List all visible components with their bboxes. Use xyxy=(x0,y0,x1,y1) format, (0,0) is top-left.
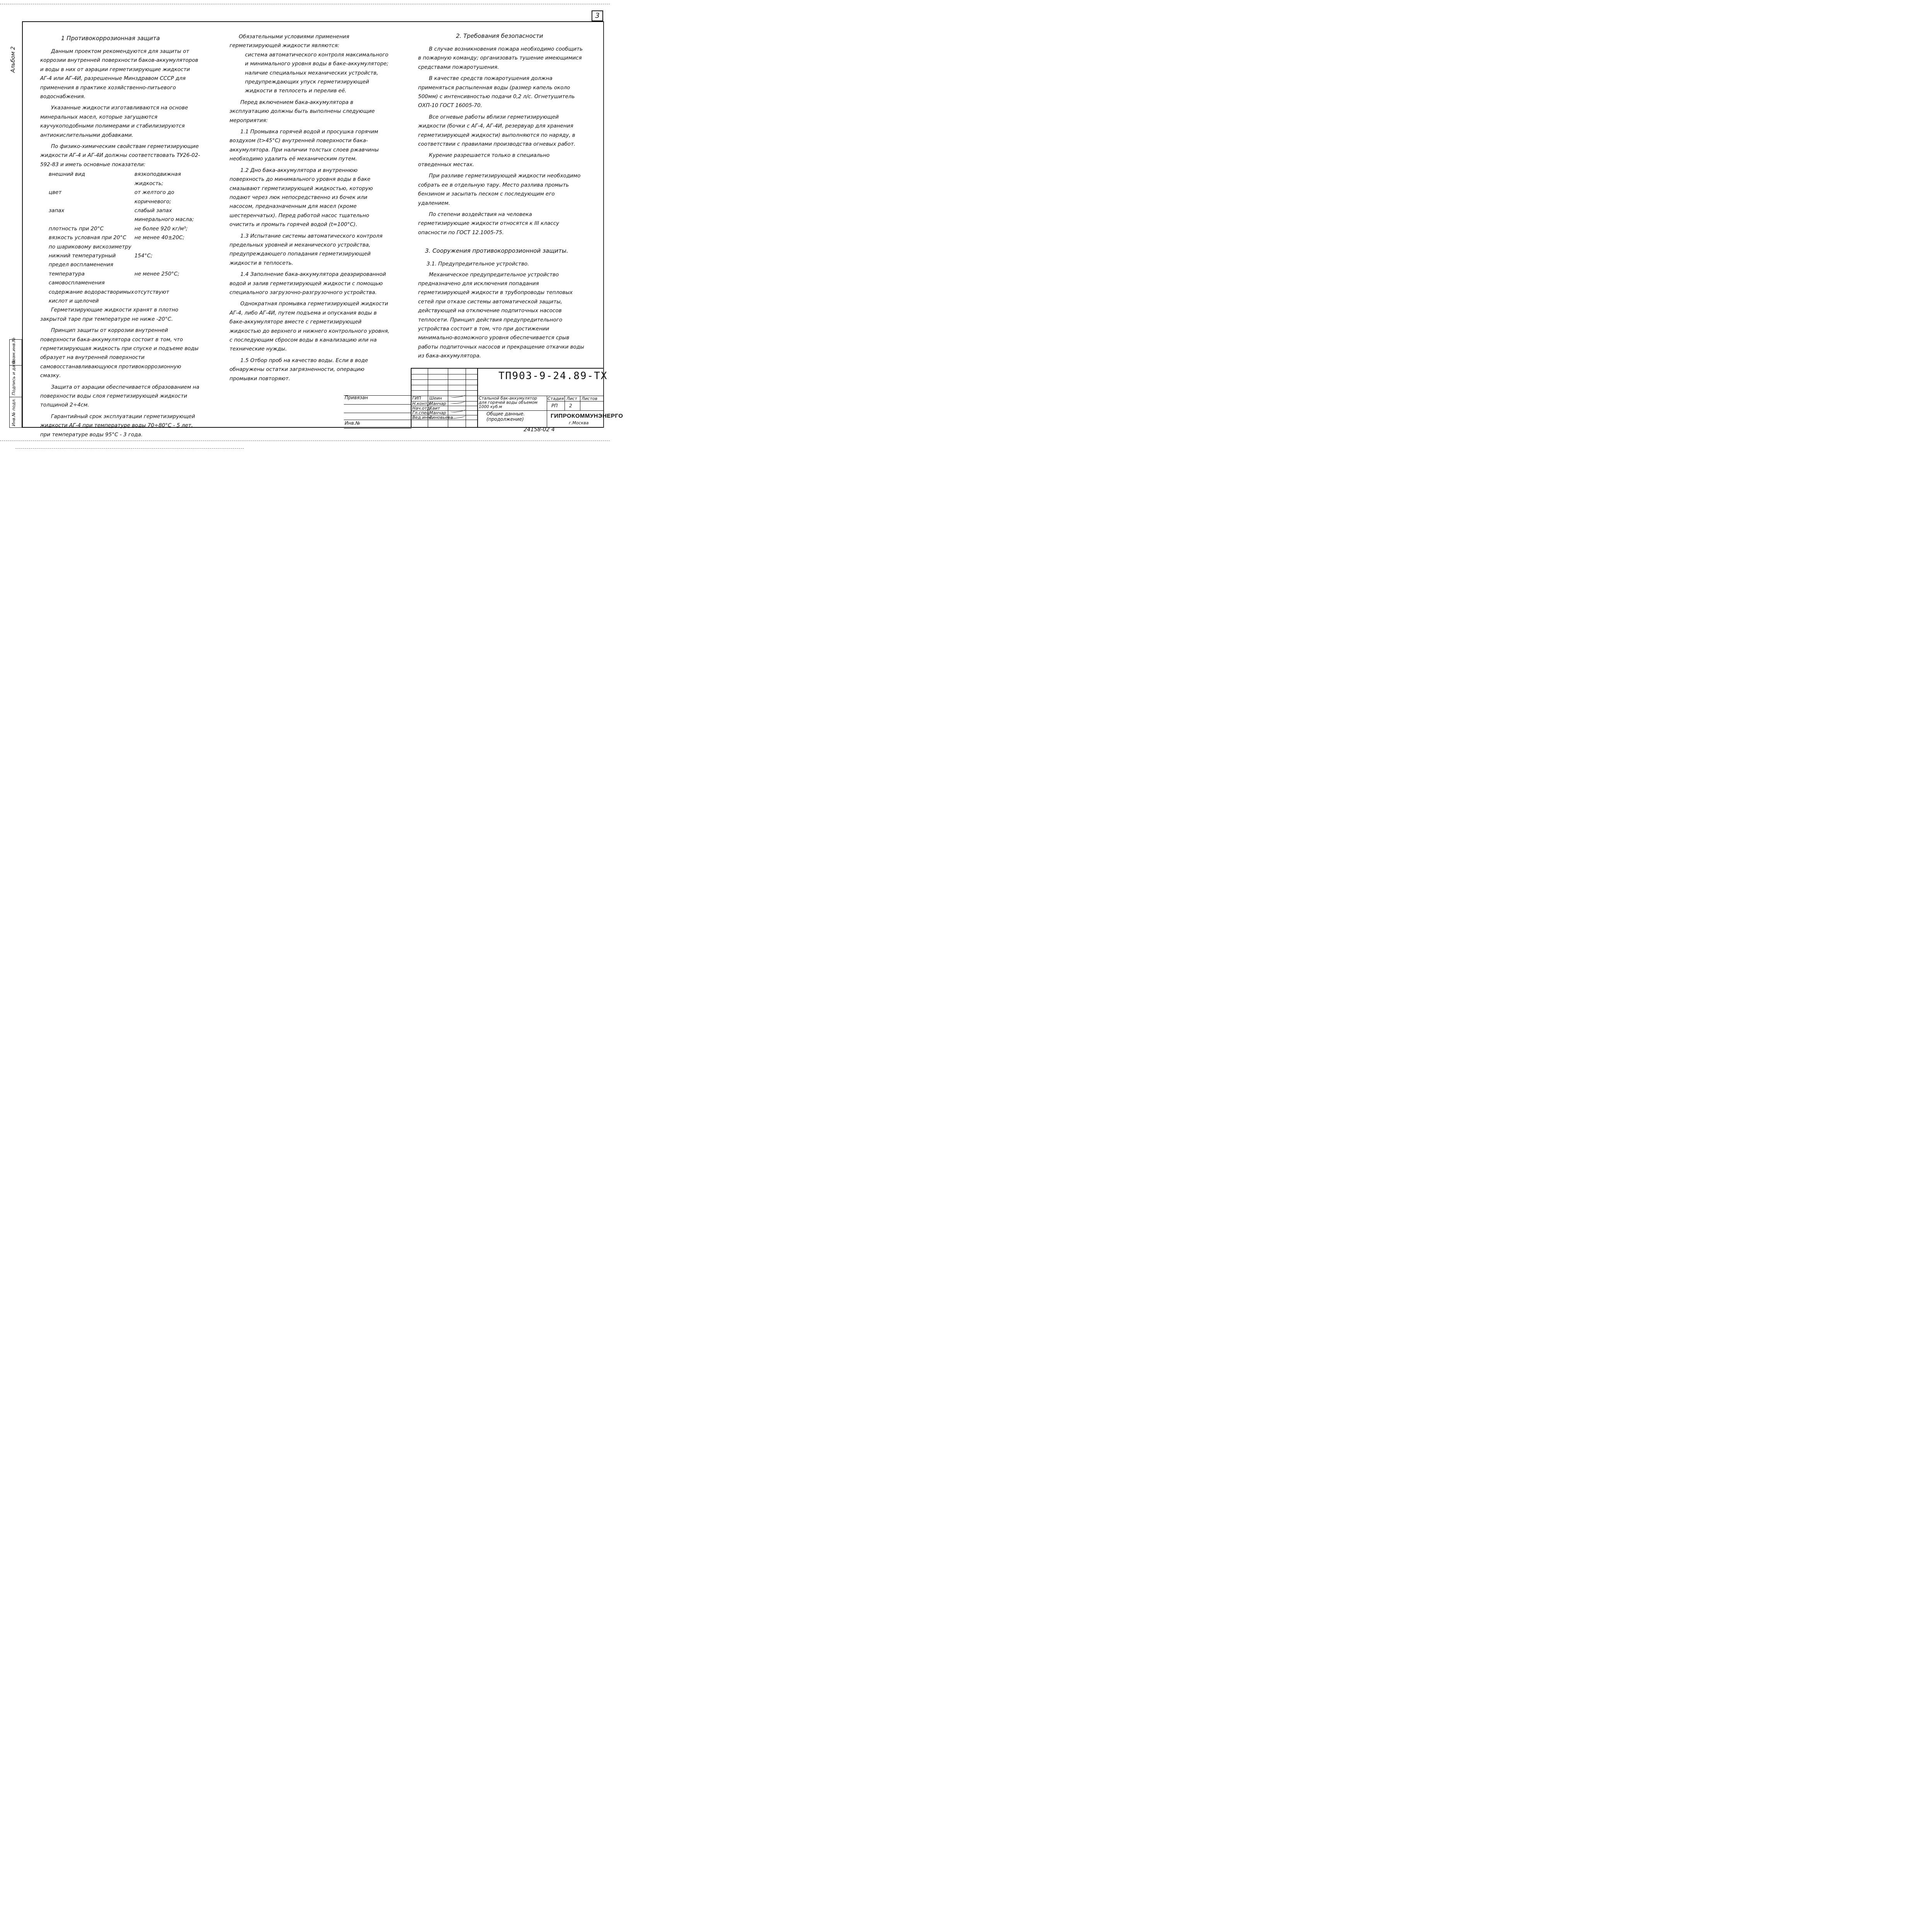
margin-inv-original: Инв.№ подл. xyxy=(11,398,16,426)
properties-table xyxy=(40,170,202,306)
name-normcontrol: Манчар xyxy=(429,401,446,406)
scan-edge-bottom-2 xyxy=(15,448,244,449)
sheet-value: 2 xyxy=(569,403,572,408)
binding-row-line xyxy=(344,428,412,429)
grid-line xyxy=(412,390,477,391)
signature-mark xyxy=(450,391,466,398)
sheet-number: 3 xyxy=(592,10,603,21)
paragraph: Герметизирующие жидкости хранят в плотно закрытой таре при температуре не ниже -20°С. xyxy=(40,307,179,322)
property-name: плотность при 20°С xyxy=(49,225,104,232)
paragraph: Данным проектом рекомендуются для защиты от коррозии внутренней поверхности баков-аккумуляторов и воды в них от аэрации герметизирующие жидкости АГ-4 или АГ-4И, разрешенные Минздравом СССР для применения в практике хозяйственно-питьевого водоснабжения. xyxy=(40,48,198,100)
property-value: слабый запах минерального масла; xyxy=(134,207,194,223)
property-value: не более 920 кг/м³; xyxy=(134,225,188,232)
column-2 xyxy=(230,32,389,383)
binding-block xyxy=(344,395,412,428)
name-chief-spec: Манчар xyxy=(429,410,446,415)
column-3 xyxy=(418,31,584,361)
signature-mark xyxy=(450,406,466,413)
paragraph: По физико-химическим свойствам герметизирующие жидкости АГ-4 и АГ-4И должны соответствовать ТУ26-02-592-83 и иметь основные показатели: xyxy=(40,143,200,168)
property-name: температура самовоспламенения xyxy=(49,270,105,286)
inv-label: Инв.№ xyxy=(345,420,361,426)
property-name: внешний вид xyxy=(49,171,85,178)
paragraph: Указанные жидкости изготавливаются на основе минеральных масел, которые загущаются каучукоподобными полимерами и стабилизируются антиокислительными добавками. xyxy=(40,105,188,138)
sheets-label: Листов xyxy=(582,396,598,401)
paragraph: Гарантийный срок эксплуатации герметизирующей жидкости АГ-4 при температуре воды 70÷80°С - 5 лет, при температуре воды 95°С - 3 года. xyxy=(40,413,195,438)
property-name: нижний температурный предел воспламенения xyxy=(49,252,116,268)
paragraph: 1.2 Дно бака-аккумулятора и внутреннюю поверхность до минимального уровня воды в баке смазывают герметизирующей жидкостью, которую подают через люк непосредственно из бочек или насосом, предназначенным для масел (кроме шестеренчатых). Перед работой насос тщательно очистить и промыть горячей водой (t=100°С). xyxy=(230,167,373,228)
paragraph: Перед включением бака-аккумулятора в эксплуатацию должны быть выполнены следующие мероприятия: xyxy=(230,99,375,124)
paragraph: 1.4 Заполнение бака-аккумулятора деаэрированной водой и залив герметизирующей жидкости с помощью специального загрузочно-разгрузочного устройства. xyxy=(230,271,386,296)
condition-item: наличие специальных механических устройств, предупреждающих упуск герметизирующей жидкости в теплосеть и перелив её. xyxy=(245,70,378,94)
role-normcontrol: Н.контр. xyxy=(412,401,432,406)
heading-protection-structures: 3. Сооружения противокоррозионной защиты. xyxy=(425,247,568,255)
name-lead-eng: Зиновьева xyxy=(429,415,453,420)
paragraph: 1.3 Испытание системы автоматического контроля предельных уровней и механического устройства, предупреждающего попадания герметизирующей жидкости в теплосеть. xyxy=(230,233,383,266)
frame-right-edge xyxy=(603,21,604,428)
paragraph: Механическое предупредительное устройство предназначено для исключения попадания герметизирующей жидкости в трубопроводы тепловых сетей при отказе системы автоматической защиты, действующей на отключение подпиточных насосов теплосети. Принцип действия предупредительного устройства состоит в том, что при достижении минимально-возможного уровня обеспечивается срыв работы подпиточных насосов и прекращение откачки воды из бака-аккумулятора. xyxy=(418,271,584,359)
object-name: Стальной бак-аккумулятор для горячей воды объемом 1000 куб.м xyxy=(479,396,537,409)
binding-label: Привязан xyxy=(345,395,368,400)
name-gip: Шеин xyxy=(429,396,442,401)
grid-col-line xyxy=(477,369,478,428)
role-gip: ГИП xyxy=(412,396,421,401)
paragraph: Курение разрешается только в специально отведенных местах. xyxy=(418,152,550,168)
property-value: отсутствуют xyxy=(134,289,169,295)
property-value: не менее 250°С; xyxy=(134,270,180,277)
property-name: содержание водорастворимых кислот и щелочей xyxy=(49,289,134,304)
role-chief-spec: Гл.спец. xyxy=(412,410,431,415)
organization-name: ГИПРОКОММУНЭНЕРГО xyxy=(551,413,623,419)
stage-label: Стадия xyxy=(548,396,564,401)
property-value: 154°С; xyxy=(134,252,153,259)
margin-replaced-inv: Взам.инв.№ xyxy=(11,337,16,364)
name-dept-head: Хаит xyxy=(429,406,440,411)
organization-city: г.Москва xyxy=(569,420,589,425)
signature-mark xyxy=(450,398,466,404)
paragraph: Обязательными условиями применения герметизирующей жидкости являются: xyxy=(230,34,349,49)
property-name: вязкость условная при 20°С по шариковому вискозиметру xyxy=(49,235,131,250)
paragraph: При разливе герметизирующей жидкости необходимо собрать ее в отдельную тару. Место разлива промыть бензином и засыпать песком с последующим его удалением. xyxy=(418,173,581,206)
paragraph: Однократная промывка герметизирующей жидкости АГ-4, либо АГ-4И, путем подъема и опускания воды в баке-аккумуляторе вместе с герметизирующей жидкостью до верхнего и нижнего контрольного уровня, с последующим сбросом воды в канализацию или на технические нужды. xyxy=(230,301,389,352)
property-value: вязкоподвижная жидкость; xyxy=(134,171,181,187)
property-value: не менее 40±20С; xyxy=(134,235,185,241)
heading-corrosion-protection: 1 Противокоррозионная защита xyxy=(61,35,160,42)
role-dept-head: Нач.отд. xyxy=(412,406,432,411)
subheading-warning-device: 3.1. Предупредительное устройство. xyxy=(427,261,529,267)
stage-value: РП xyxy=(551,403,558,408)
sheet-label: Лист xyxy=(566,396,577,401)
grid-line xyxy=(477,410,604,411)
binding-row-line xyxy=(344,404,412,405)
archive-number: 24158-02 4 xyxy=(524,427,555,433)
paragraph: В случае возникновения пожара необходимо сообщить в пожарную команду; организовать тушение имеющимися средствами пожаротушения. xyxy=(418,46,583,70)
paragraph: Защита от аэрации обеспечивается образованием на поверхности воды слоя герметизирующей жидкости толщиной 2÷4см. xyxy=(40,384,199,408)
paragraph: По степени воздействия на человека герметизирующие жидкости относятся к III классу опасности по ГОСТ 12.1005-75. xyxy=(418,211,560,236)
property-value: от желтого до коричневого; xyxy=(134,189,174,205)
paragraph: В качестве средств пожаротушения должна применяться распыленная воды (размер капель около 500мм) с интенсивностью подачи 0,2 л/с. Огнетушитель ОХП-10 ГОСТ 16005-70. xyxy=(418,75,575,109)
property-name: запах xyxy=(49,207,65,214)
column-1 xyxy=(40,33,202,439)
document-number: ТП903-9-24.89-ТХ xyxy=(498,370,608,382)
grid-line xyxy=(412,379,477,380)
album-label: Альбом 2 xyxy=(10,46,16,73)
signature-mark xyxy=(450,412,466,419)
paragraph: Все огневые работы вблизи герметизирующей жидкости (бочки с АГ-4, АГ-4И, резервуар для хранения герметизирующей жидкости) выполняются по наряду, в соответствии с правилами производства огневых работ. xyxy=(418,114,576,148)
paragraph: Принцип защиты от коррозии внутренней поверхности бака-аккумулятора состоит в том, что герметизирующая жидкость при спуске и подъеме воды образует на внутренней поверхности самовосстанавливающуюся противокоррозионную смазку. xyxy=(40,327,199,379)
paragraph: 1.1 Промывка горячей водой и просушка горячим воздухом (t>45°С) внутренней поверхности бака-аккумулятора. При наличии толстых слоев ржавчины необходимо удалить её механическим путем. xyxy=(230,129,379,162)
heading-safety-requirements: 2. Требования безопасности xyxy=(456,32,543,39)
margin-signature-date: Подпись и дата xyxy=(11,360,16,395)
role-lead-eng: Вед.инж. xyxy=(412,415,433,420)
condition-item: система автоматического контроля максимального и минимального уровня воды в баке-аккумуляторе; xyxy=(245,51,389,67)
sheet-title: Общие данные. (продолжение) xyxy=(486,411,525,422)
paragraph: 1.5 Отбор проб на качество воды. Если в воде обнаружены остатки загрязненности, операцию промывки повторяют. xyxy=(230,357,368,382)
margin-stamp xyxy=(9,339,22,428)
property-name: цвет xyxy=(49,189,62,196)
